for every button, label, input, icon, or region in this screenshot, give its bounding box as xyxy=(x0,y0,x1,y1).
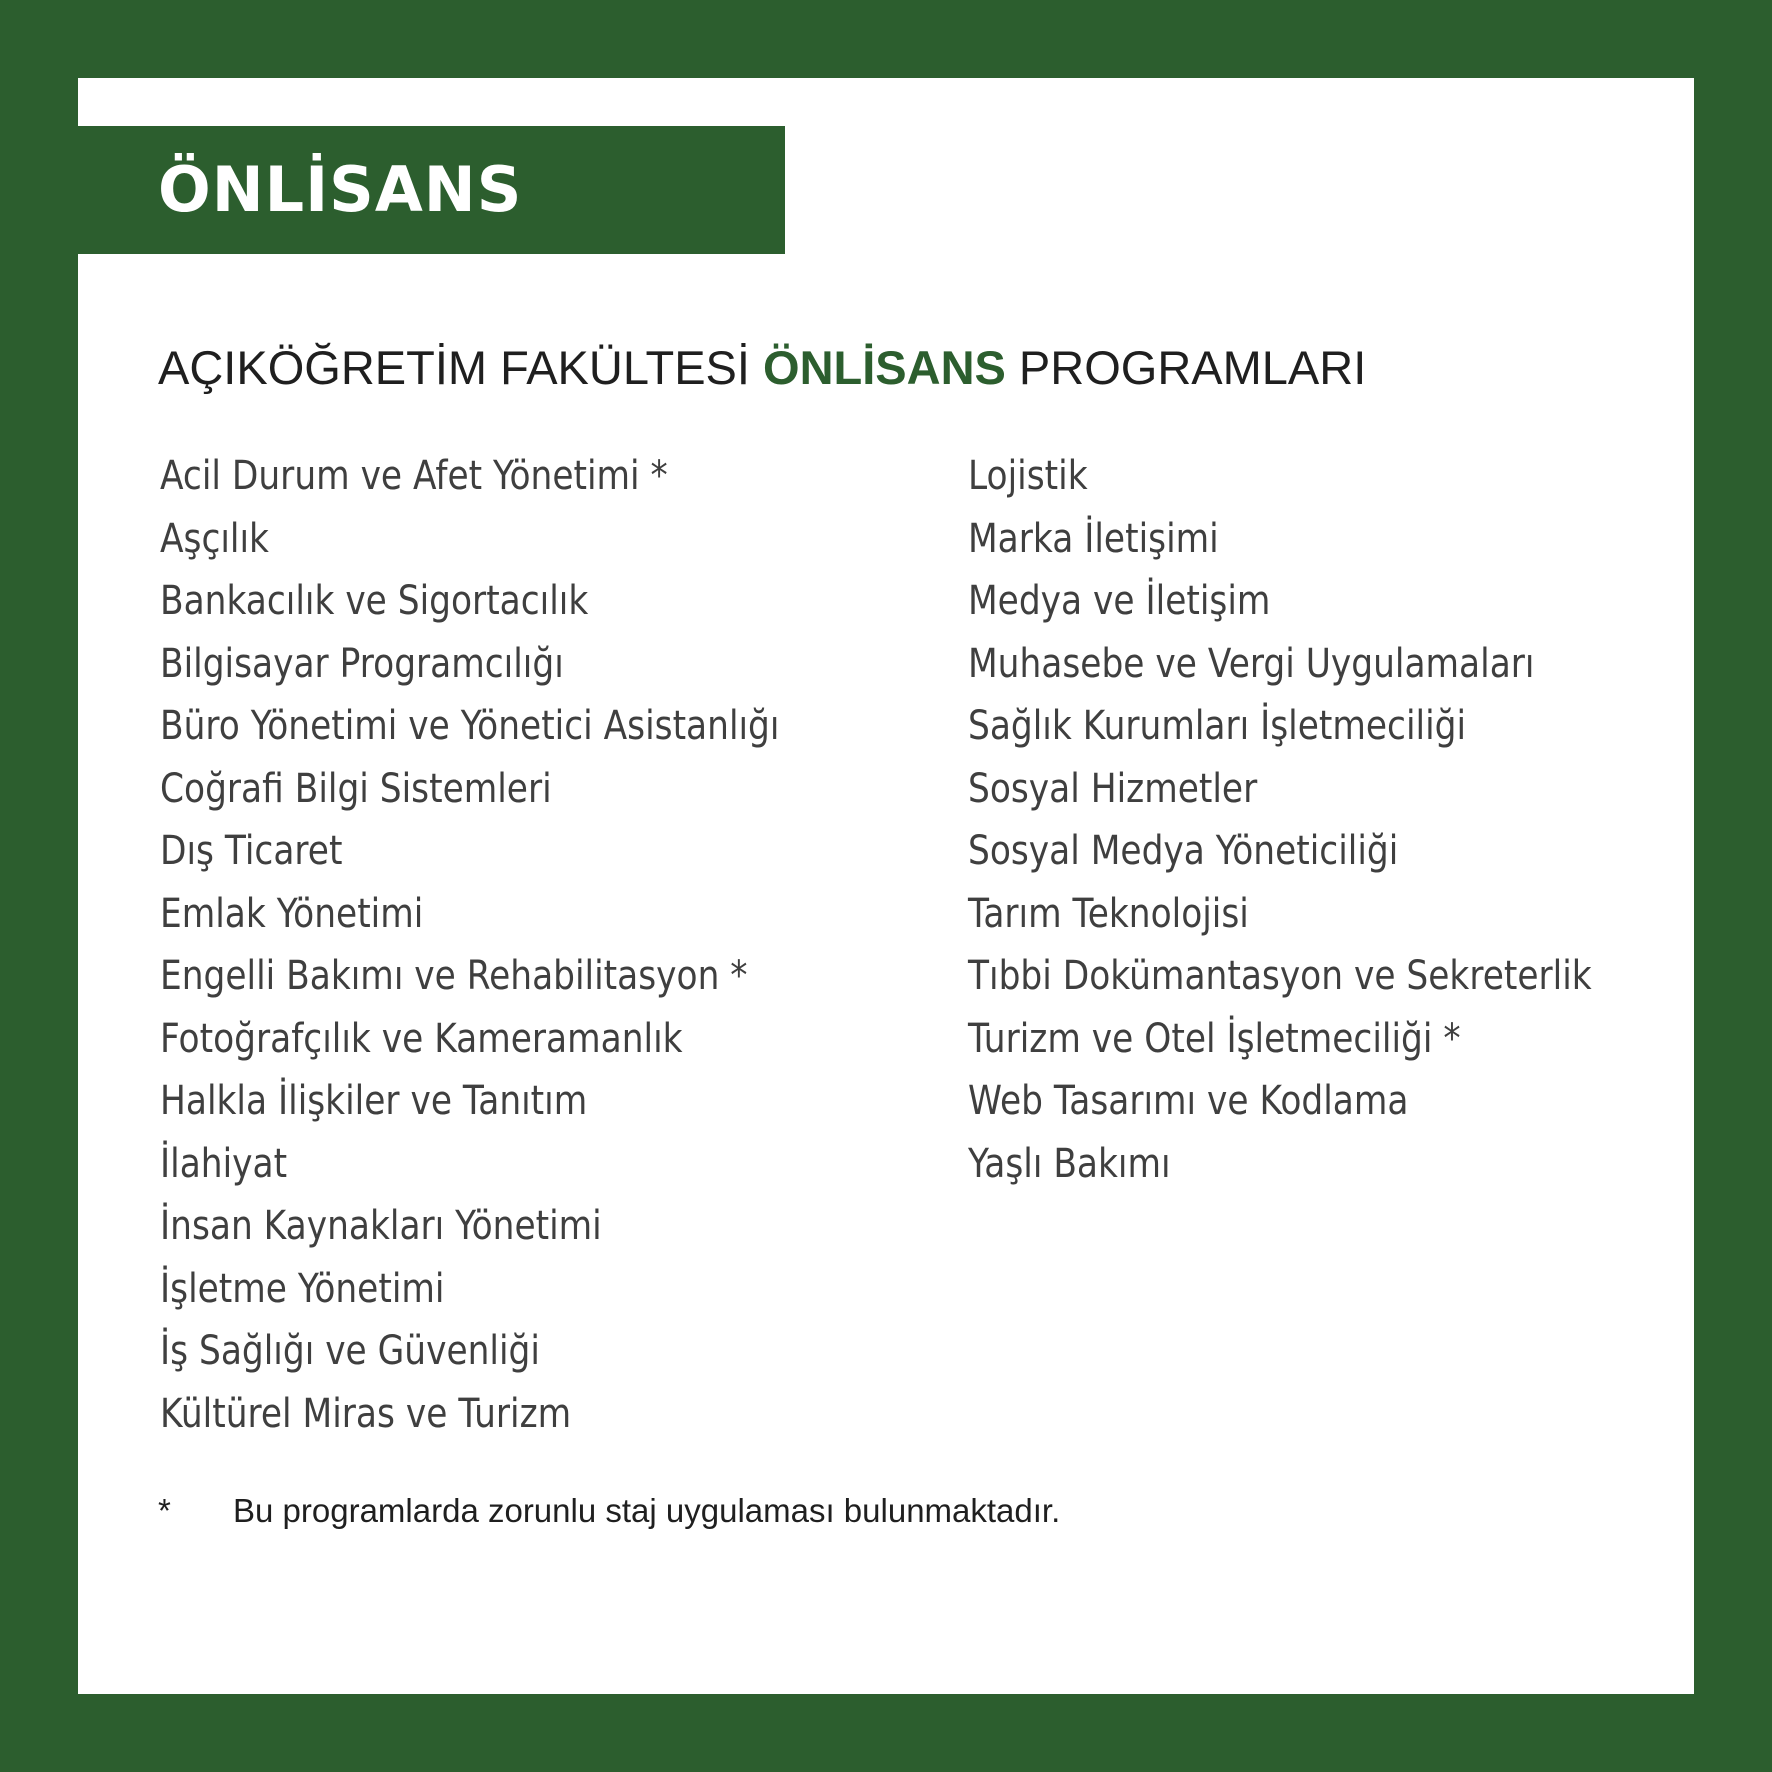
program-item: Dış Ticaret xyxy=(160,828,343,874)
heading-prefix: AÇIKÖĞRETİM FAKÜLTESİ xyxy=(158,341,764,394)
program-item: İşletme Yönetimi xyxy=(160,1265,445,1312)
content-card xyxy=(78,78,1694,1694)
program-item: Bankacılık ve Sigortacılık xyxy=(160,578,589,624)
program-item: Aşçılık xyxy=(160,515,269,562)
program-item: Yaşlı Bakımı xyxy=(968,1140,1171,1187)
program-item: Medya ve İletişim xyxy=(968,578,1271,624)
footnote-mark: * xyxy=(158,1492,171,1529)
program-item: Engelli Bakımı ve Rehabilitasyon * xyxy=(160,953,748,999)
page-heading xyxy=(158,340,1366,395)
program-item: İnsan Kaynakları Yönetimi xyxy=(160,1203,602,1249)
footnote-text: Bu programlarda zorunlu staj uygulaması bulunmaktadır. xyxy=(233,1492,1061,1529)
title-banner xyxy=(78,126,785,254)
program-item: Turizm ve Otel İşletmeciliği * xyxy=(968,1015,1461,1062)
program-item: Marka İletişimi xyxy=(968,515,1219,562)
program-item: Sağlık Kurumları İşletmeciliği xyxy=(968,703,1467,749)
program-item: Web Tasarımı ve Kodlama xyxy=(968,1078,1409,1124)
heading-accent: ÖNLİSANS xyxy=(763,341,1006,394)
program-item: Sosyal Hizmetler xyxy=(968,765,1258,812)
program-item: Tıbbi Dokümantasyon ve Sekreterlik xyxy=(968,953,1592,999)
program-item: İlahiyat xyxy=(160,1140,288,1187)
program-item: Muhasebe ve Vergi Uygulamaları xyxy=(968,640,1535,687)
program-item: Sosyal Medya Yöneticiliği xyxy=(968,828,1399,874)
banner-title: ÖNLİSANS xyxy=(158,153,523,226)
heading-suffix: PROGRAMLARI xyxy=(1005,341,1367,394)
program-item: Tarım Teknolojisi xyxy=(968,890,1249,937)
program-item: Büro Yönetimi ve Yönetici Asistanlığı xyxy=(160,703,780,749)
footnote xyxy=(158,1492,1060,1530)
program-item: Halkla İlişkiler ve Tanıtım xyxy=(160,1078,588,1124)
program-item: Coğrafi Bilgi Sistemleri xyxy=(160,765,552,812)
program-item: Fotoğrafçılık ve Kameramanlık xyxy=(160,1015,683,1062)
program-item: İş Sağlığı ve Güvenliği xyxy=(160,1328,540,1374)
program-list-right xyxy=(968,445,1693,1195)
program-item: Emlak Yönetimi xyxy=(160,890,424,937)
program-item: Kültürel Miras ve Turizm xyxy=(160,1390,572,1437)
program-item: Lojistik xyxy=(968,453,1088,499)
program-item: Acil Durum ve Afet Yönetimi * xyxy=(160,453,668,499)
program-list-left xyxy=(160,445,880,1445)
program-item: Bilgisayar Programcılığı xyxy=(160,640,564,687)
